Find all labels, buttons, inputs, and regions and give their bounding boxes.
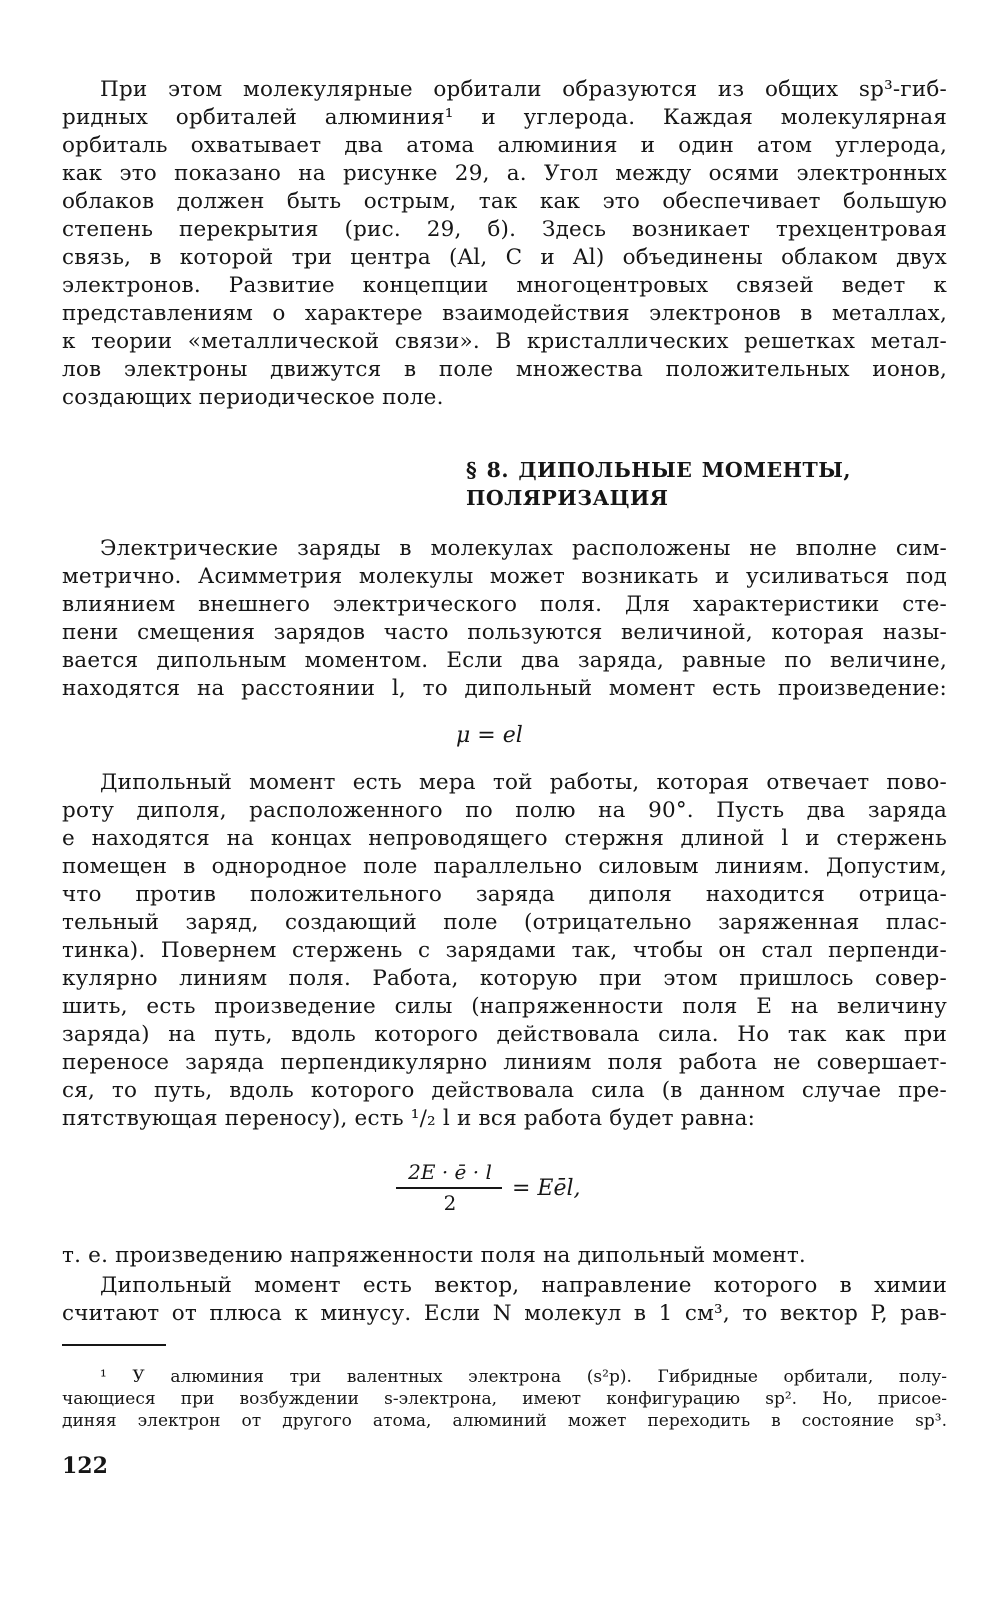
text-line: ридных орбиталей алюминия¹ и углерода. Каждая молекулярная	[62, 105, 947, 130]
text-line: электронов. Развитие концепции многоцентровых связей ведет к	[62, 273, 947, 298]
text-line: вается дипольным моментом. Если два заряда, равные по величине,	[62, 648, 947, 673]
text-line: степень перекрытия (рис. 29, б). Здесь возникает трехцентровая	[62, 217, 947, 242]
footnote-line: чающиеся при возбуждении s-электрона, имеют конфигурацию sp². Но, присое-	[62, 1389, 947, 1409]
text-line: облаков должен быть острым, так как это обеспечивает большую	[62, 189, 947, 214]
text-line: лов электроны движутся в поле множества положительных ионов,	[62, 357, 947, 382]
text-line: шить, есть произведение силы (напряженности поля E на величину	[62, 994, 947, 1019]
text-line: метрично. Асимметрия молекулы может возникать и усиливаться под	[62, 564, 947, 589]
text-line: кулярно линиям поля. Работа, которую при этом пришлось совер-	[62, 966, 947, 991]
text-line: как это показано на рисунке 29, а. Угол между осями электронных	[62, 161, 947, 186]
page-number: 122	[62, 1453, 108, 1479]
text-line: Дипольный момент есть мера той работы, которая отвечает пово-	[100, 770, 947, 795]
footnote-separator	[62, 1344, 166, 1346]
text-line: Электрические заряды в молекулах расположены не вполне сим-	[100, 536, 947, 561]
text-line: находятся на расстоянии l, то дипольный момент есть произведение:	[62, 676, 947, 701]
text-line: ся, то путь, вдоль которого действовала сила (в данном случае пре-	[62, 1078, 947, 1103]
fraction-bar	[396, 1187, 502, 1189]
text-line: представлениям о характере взаимодействия электронов в металлах,	[62, 301, 947, 326]
text-line: пятствующая переносу), есть ¹/₂ l и вся работа будет равна:	[62, 1106, 756, 1131]
text-line: пени смещения зарядов часто пользуются величиной, которая назы-	[62, 620, 947, 645]
text-line: тельный заряд, создающий поле (отрицательно заряженная плас-	[62, 910, 947, 935]
dipole-moment-formula: μ = el	[456, 723, 523, 748]
text-line: считают от плюса к минусу. Если N молекул в 1 см³, то вектор P, рав-	[62, 1301, 947, 1326]
text-line: переносе заряда перпендикулярно линиям поля работа не совершает-	[62, 1050, 947, 1075]
footnote-line: диняя электрон от другого атома, алюминий может переходить в состояние sp³.	[62, 1411, 947, 1431]
text-line: роту диполя, расположенного по полю на 90°. Пусть два заряда	[62, 798, 947, 823]
text-line: т. е. произведению напряженности поля на дипольный момент.	[62, 1243, 806, 1268]
work-formula-result: = Eēl,	[512, 1176, 581, 1201]
text-line: связь, в которой три центра (Al, C и Al) объединены облаком двух	[62, 245, 947, 270]
section-heading-line: § 8. ДИПОЛЬНЫЕ МОМЕНТЫ,	[466, 458, 851, 482]
text-line: При этом молекулярные орбитали образуются из общих sp³-гиб-	[100, 77, 947, 102]
text-line: что против положительного заряда диполя находится отрица-	[62, 882, 947, 907]
text-line: влиянием внешнего электрического поля. Для характеристики сте-	[62, 592, 947, 617]
text-line: е находятся на концах непроводящего стержня длиной l и стержень	[62, 826, 947, 851]
fraction-denominator: 2	[443, 1191, 457, 1215]
text-line: орбиталь охватывает два атома алюминия и один атом углерода,	[62, 133, 947, 158]
text-line: создающих периодическое поле.	[62, 385, 444, 410]
section-heading-line: ПОЛЯРИЗАЦИЯ	[466, 486, 669, 510]
work-formula-fraction	[394, 1160, 506, 1220]
text-line: к теории «металлической связи». В кристаллических решетках метал-	[62, 329, 947, 354]
footnote-line: ¹ У алюминия три валентных электрона (s²p). Гибридные орбитали, полу-	[100, 1367, 947, 1387]
text-line: Дипольный момент есть вектор, направление которого в химии	[100, 1273, 947, 1298]
text-line: помещен в однородное поле параллельно силовым линиям. Допустим,	[62, 854, 947, 879]
text-line: заряда) на путь, вдоль которого действовала сила. Но так как при	[62, 1022, 947, 1047]
fraction-numerator: 2E · ē · l	[408, 1160, 492, 1184]
text-line: тинка). Повернем стержень с зарядами так, чтобы он стал перпенди-	[62, 938, 947, 963]
